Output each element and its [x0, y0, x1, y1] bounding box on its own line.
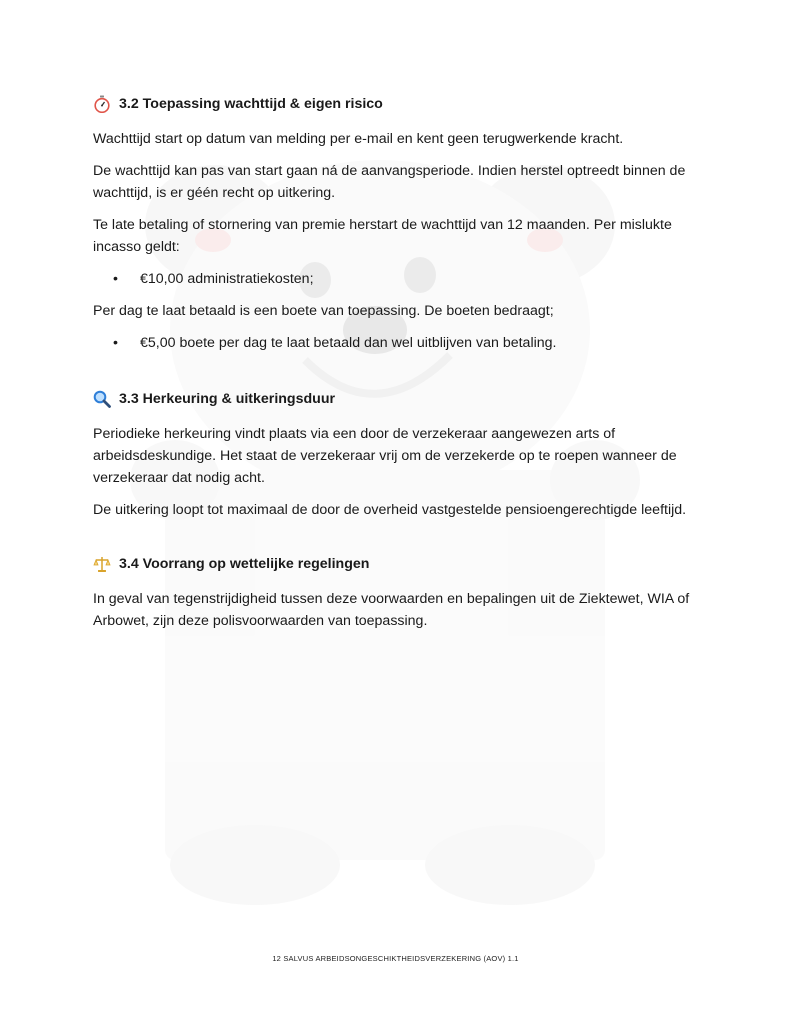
list-item — [93, 268, 703, 290]
page-footer: 12 SALVUS ARBEIDSONGESCHIKTHEIDSVERZEKERING (AOV) 1.1 — [272, 954, 519, 963]
list-item — [93, 332, 703, 354]
stopwatch-icon — [93, 95, 111, 113]
heading-text: 3.2 Toepassing wachttijd & eigen risico — [119, 96, 383, 112]
magnifying-glass-icon — [93, 390, 111, 408]
heading-text: 3.3 Herkeuring & uitkeringsduur — [119, 391, 336, 407]
section-3-2 — [93, 94, 703, 364]
paragraph: De uitkering loopt tot maximaal de door de overheid vastgestelde pensioengerechtigde leeftijd. — [93, 502, 687, 518]
heading-text: 3.4 Voorrang op wettelijke regelingen — [119, 556, 370, 572]
section-heading — [93, 94, 703, 114]
balance-scale-icon — [93, 555, 111, 573]
paragraph: In geval van tegenstrijdigheid tussen deze voorwaarden en bepalingen uit de Ziektewet, WIA of Arbowet, zijn deze polisvoorwaarden van toepassing. — [93, 591, 690, 629]
section-3-4 — [93, 554, 703, 642]
paragraph: Te late betaling of stornering van premie herstart de wachttijd van 12 maanden. Per mislukte incasso geldt: — [93, 217, 672, 255]
bullet-marker: • — [113, 335, 118, 351]
section-heading — [93, 554, 703, 574]
paragraph: De wachttijd kan pas van start gaan ná de aanvangsperiode. Indien herstel optreedt binnen de wachttijd, is er géén recht op uitkering. — [93, 163, 686, 201]
bullet-marker: • — [113, 271, 118, 287]
list-item-text: €5,00 boete per dag te laat betaald dan wel uitblijven van betaling. — [140, 335, 557, 351]
paragraph: Per dag te laat betaald is een boete van toepassing. De boeten bedraagt; — [93, 303, 554, 319]
paragraph: Wachttijd start op datum van melding per e-mail en kent geen terugwerkende kracht. — [93, 131, 624, 147]
section-3-3 — [93, 389, 703, 531]
section-heading — [93, 389, 703, 409]
paragraph: Periodieke herkeuring vindt plaats via een door de verzekeraar aangewezen arts of arbeidsdeskundige. Het staat de verzekeraar vrij om de verzekerde op te roepen wanneer de verzekeraar dat nodig acht. — [93, 426, 677, 486]
list-item-text: €10,00 administratiekosten; — [140, 271, 314, 287]
